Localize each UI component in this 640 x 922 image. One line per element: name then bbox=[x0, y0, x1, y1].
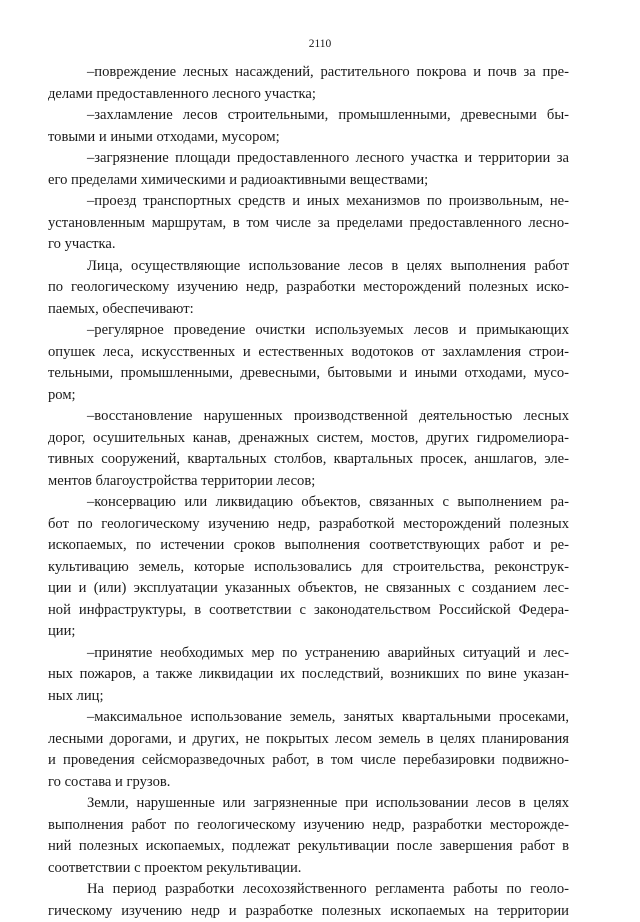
text-line: ции; bbox=[48, 621, 569, 643]
text-line: выполнения работ по геологическому изучению недр, разработки месторожде- bbox=[48, 815, 569, 837]
text-line: –повреждение лесных насаждений, растительного покрова и почв за пре- bbox=[48, 62, 569, 84]
text-line: культивацию земель, которые использовались для строительства, реконструк- bbox=[48, 557, 569, 579]
text-line: –принятие необходимых мер по устранению аварийных ситуаций и лес- bbox=[48, 643, 569, 665]
text-line: соответствии с проектом рекультивации. bbox=[48, 858, 569, 880]
text-line: ископаемых, по истечении сроков выполнения соответствующих работ и ре- bbox=[48, 535, 569, 557]
text-line: по геологическому изучению недр, разработки месторождений полезных иско- bbox=[48, 277, 569, 299]
text-line: –консервацию или ликвидацию объектов, связанных с выполнением ра- bbox=[48, 492, 569, 514]
paragraph bbox=[48, 793, 569, 879]
text-line: паемых, обеспечивают: bbox=[48, 299, 569, 321]
text-line: –загрязнение площади предоставленного лесного участка и территории за bbox=[48, 148, 569, 170]
text-line: ных пожаров, а также ликвидации их последствий, возникших по вине указан- bbox=[48, 664, 569, 686]
paragraph bbox=[48, 879, 569, 922]
paragraph bbox=[48, 320, 569, 406]
text-line: его пределами химическими и радиоактивными веществами; bbox=[48, 170, 569, 192]
text-line: ных лиц; bbox=[48, 686, 569, 708]
text-line: установленным маршрутам, в том числе за пределами предоставленного лесно- bbox=[48, 213, 569, 235]
text-line: тивных сооружений, квартальных столбов, квартальных просек, аншлагов, эле- bbox=[48, 449, 569, 471]
body-text bbox=[48, 62, 569, 922]
paragraph bbox=[48, 492, 569, 643]
text-line: ной инфраструктуры, в соответствии с законодательством Российской Федера- bbox=[48, 600, 569, 622]
text-line: делами предоставленного лесного участка; bbox=[48, 84, 569, 106]
text-line: –захламление лесов строительными, промышленными, древесными бы- bbox=[48, 105, 569, 127]
paragraph bbox=[48, 406, 569, 492]
paragraph bbox=[48, 643, 569, 708]
paragraph bbox=[48, 62, 569, 105]
text-line: –проезд транспортных средств и иных механизмов по произвольным, не- bbox=[48, 191, 569, 213]
text-line: ментов благоустройства территории лесов; bbox=[48, 471, 569, 493]
text-line: лесными дорогами, и других, не покрытых лесом земель в целях планирования bbox=[48, 729, 569, 751]
text-line: На период разработки лесохозяйственного регламента работы по геоло- bbox=[48, 879, 569, 901]
text-line: ний полезных ископаемых, подлежат рекультивации после завершения работ в bbox=[48, 836, 569, 858]
text-line: ции и (или) эксплуатации указанных объектов, не связанных с созданием лес- bbox=[48, 578, 569, 600]
page-number: 2110 bbox=[0, 37, 640, 51]
text-line: го участка. bbox=[48, 234, 569, 256]
text-line: дорог, осушительных канав, дренажных систем, мостов, других гидромелиора- bbox=[48, 428, 569, 450]
paragraph bbox=[48, 256, 569, 321]
text-line: ром; bbox=[48, 385, 569, 407]
text-line: опушек леса, искусственных и естественных водотоков от захламления строи- bbox=[48, 342, 569, 364]
paragraph bbox=[48, 105, 569, 148]
paragraph bbox=[48, 148, 569, 191]
text-line: –регулярное проведение очистки используемых лесов и примыкающих bbox=[48, 320, 569, 342]
text-line: Земли, нарушенные или загрязненные при использовании лесов в целях bbox=[48, 793, 569, 815]
text-line: го состава и грузов. bbox=[48, 772, 569, 794]
text-line: Лица, осуществляющие использование лесов в целях выполнения работ bbox=[48, 256, 569, 278]
text-line: товыми и иными отходами, мусором; bbox=[48, 127, 569, 149]
text-line: тельными, промышленными, древесными, бытовыми и иными отходами, мусо- bbox=[48, 363, 569, 385]
text-line: гическому изучению недр и разработке полезных ископаемых на территории bbox=[48, 901, 569, 922]
paragraph bbox=[48, 191, 569, 256]
text-line: и проведения сейсморазведочных работ, в том числе перебазировки подвижно- bbox=[48, 750, 569, 772]
paragraph bbox=[48, 707, 569, 793]
text-line: бот по геологическому изучению недр, разработкой месторождений полезных bbox=[48, 514, 569, 536]
text-line: –максимальное использование земель, занятых квартальными просеками, bbox=[48, 707, 569, 729]
text-line: –восстановление нарушенных производственной деятельностью лесных bbox=[48, 406, 569, 428]
